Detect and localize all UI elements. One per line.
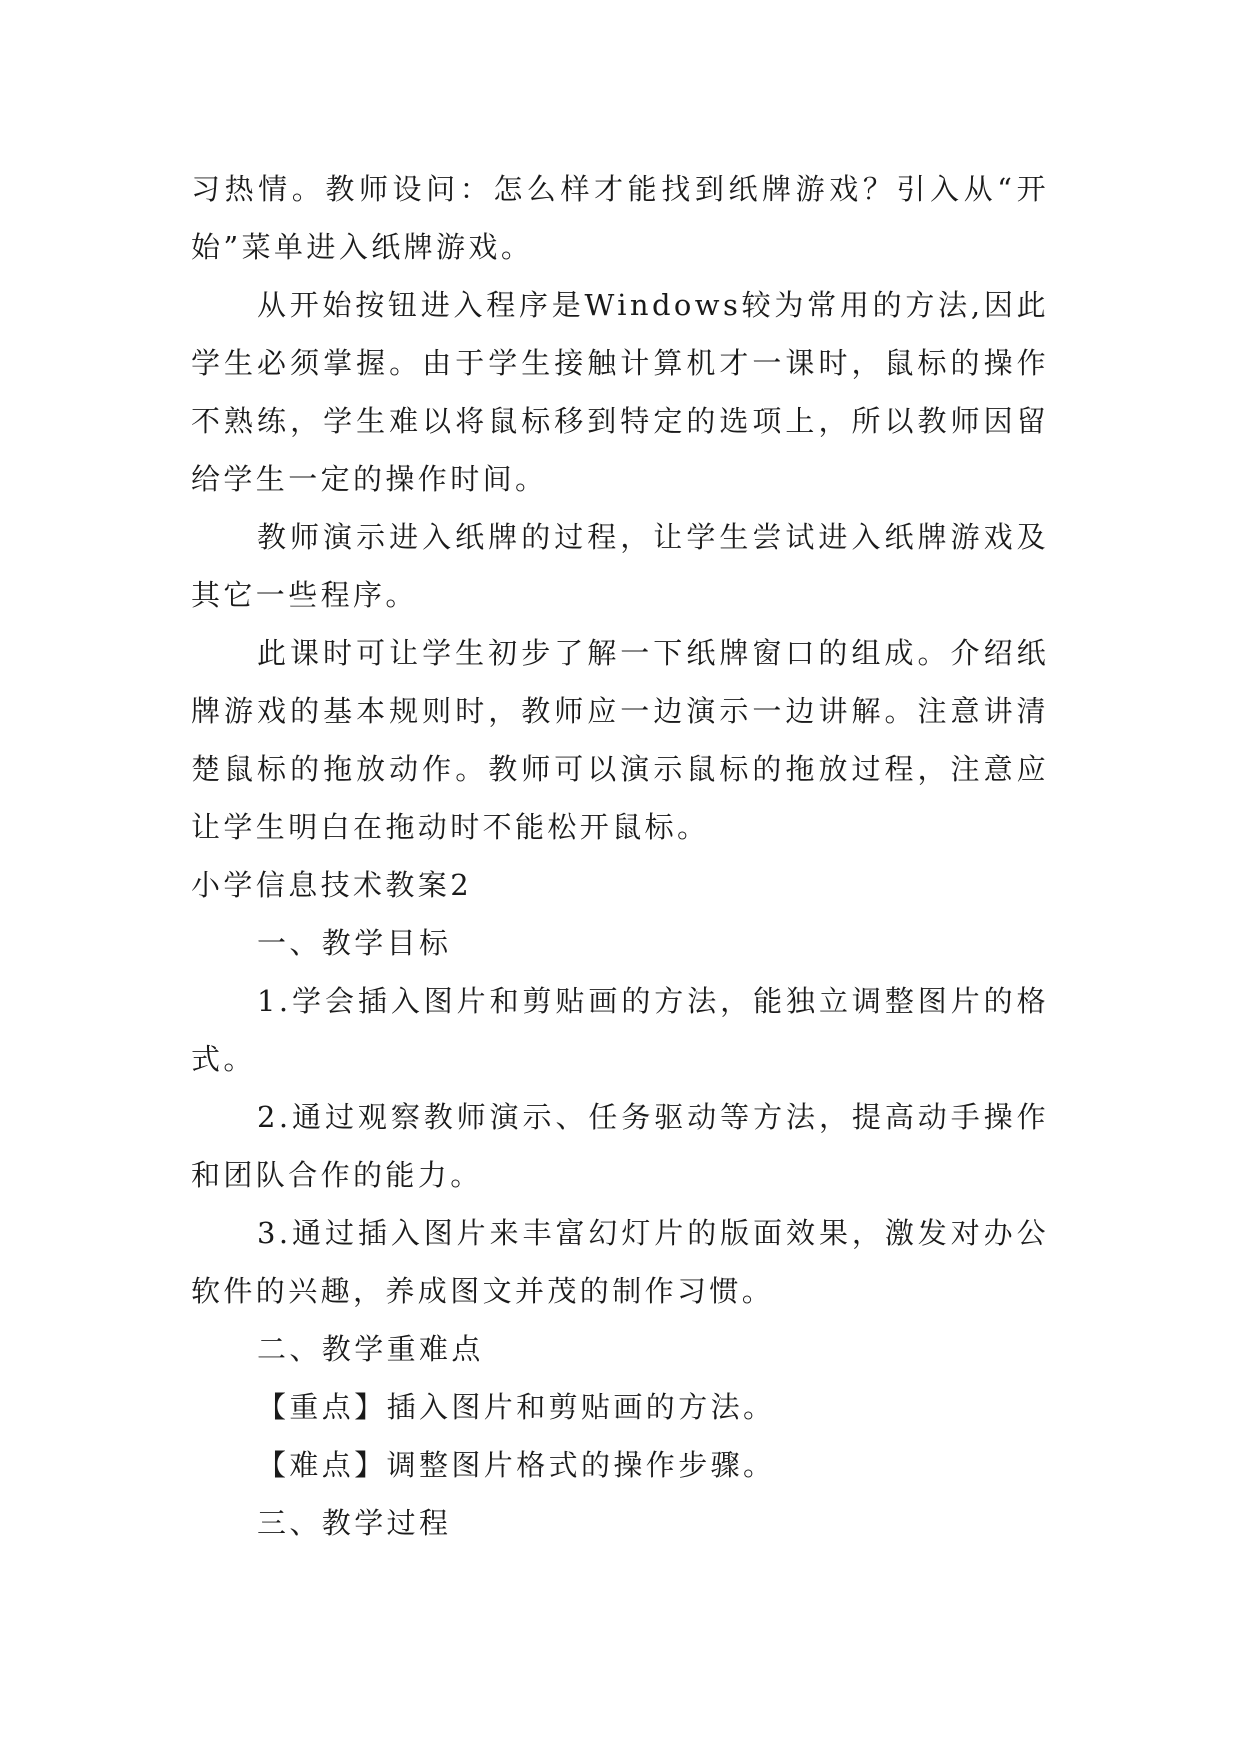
- document-body: [191, 160, 1049, 1552]
- key-point: 【重点】插入图片和剪贴画的方法。: [257, 1390, 776, 1424]
- goal-item-1: 1.学会插入图片和剪贴画的方法，能独立调整图片的格式。: [191, 984, 1049, 1076]
- section-title: 小学信息技术教案2: [191, 868, 473, 902]
- process-heading: 三、教学过程: [257, 1506, 452, 1540]
- goals-heading: 一、教学目标: [257, 926, 452, 960]
- paragraph-window-components: 此课时可让学生初步了解一下纸牌窗口的组成。介绍纸牌游戏的基本规则时，教师应一边演示一边讲解。注意讲清楚鼠标的拖放动作。教师可以演示鼠标的拖放过程，注意应让学生明白在拖动时不能松开鼠标。: [191, 636, 1049, 844]
- key-points-heading: 二、教学重难点: [257, 1332, 484, 1366]
- paragraph-start-button: 从开始按钮进入程序是Windows较为常用的方法,因此学生必须掌握。由于学生接触计算机才一课时，鼠标的操作不熟练，学生难以将鼠标移到特定的选项上，所以教师因留给学生一定的操作时间。: [191, 288, 1049, 496]
- difficult-point: 【难点】调整图片格式的操作步骤。: [257, 1448, 776, 1482]
- paragraph-teacher-demo: 教师演示进入纸牌的过程，让学生尝试进入纸牌游戏及其它一些程序。: [191, 520, 1049, 612]
- goal-item-3: 3.通过插入图片来丰富幻灯片的版面效果，激发对办公软件的兴趣，养成图文并茂的制作习惯。: [191, 1216, 1049, 1308]
- goal-item-2: 2.通过观察教师演示、任务驱动等方法，提高动手操作和团队合作的能力。: [191, 1100, 1049, 1192]
- paragraph-intro-continued: 习热情。教师设问：怎么样才能找到纸牌游戏？引入从“开始”菜单进入纸牌游戏。: [191, 172, 1049, 264]
